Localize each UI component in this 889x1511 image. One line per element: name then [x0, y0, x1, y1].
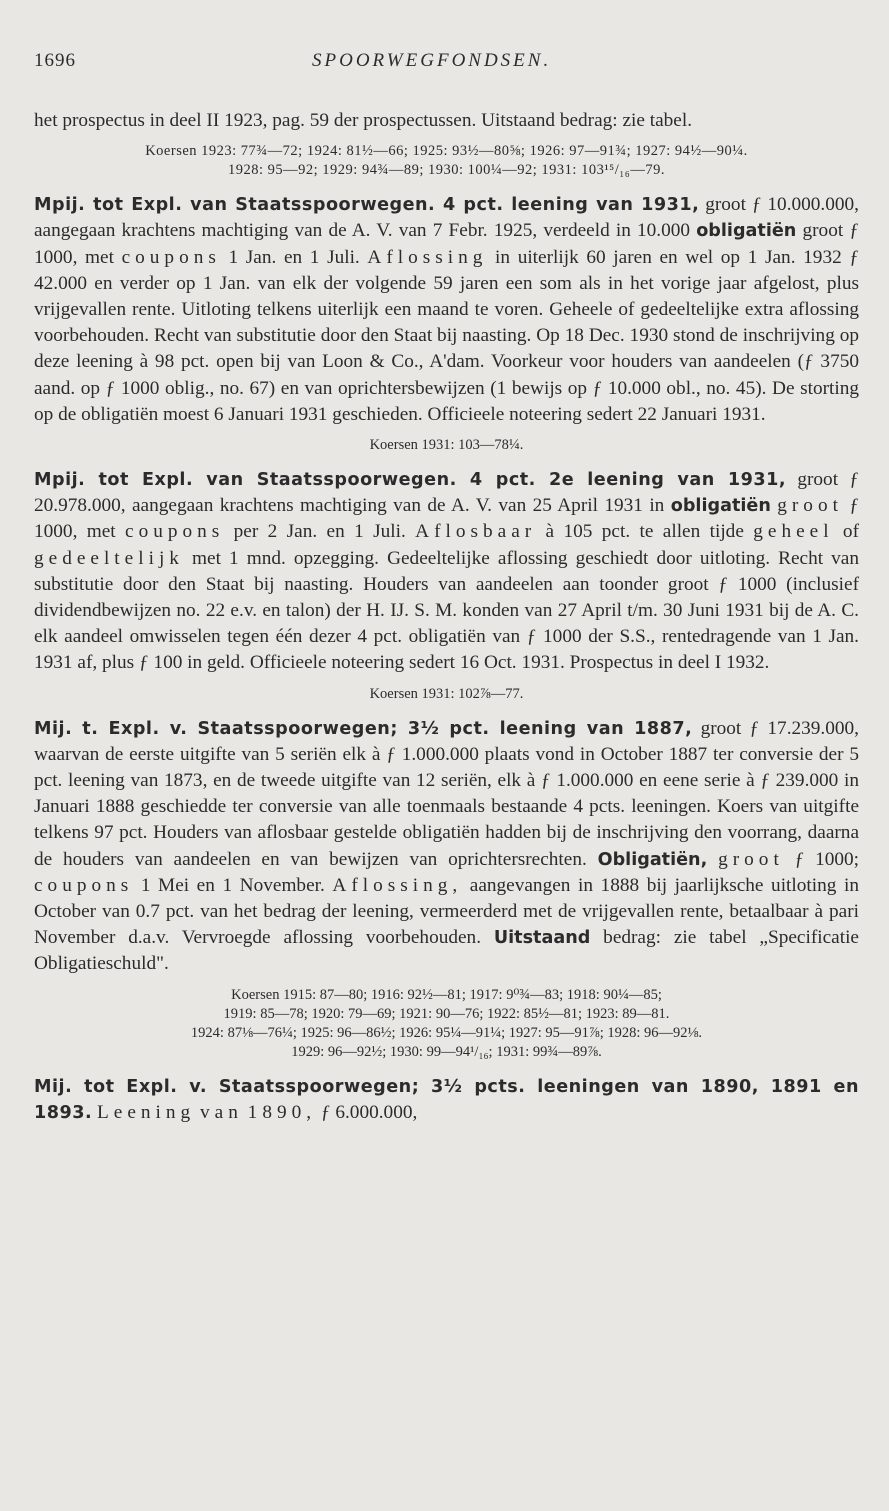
section-text: à 105 pct. te allen tijde	[536, 521, 754, 543]
coupons-term: coupons	[34, 874, 134, 896]
koersen-line: 1928: 95—92; 1929: 94¾—89; 1930: 100¼—92; 1931: 103¹⁵/₁₆—79.	[228, 162, 665, 179]
koersen-line: 1924: 87⅛—76¼; 1925: 96—86½; 1926: 95¼—91¼; 1927: 95—91⅞; 1928: 96—92⅛.	[190, 1024, 703, 1041]
section-text: 1 Jan. en 1 Juli.	[220, 246, 368, 268]
uitstaand-term: Uitstaand	[493, 928, 591, 949]
section-1890-leeningen	[34, 1074, 859, 1126]
aflossing-term: Aflossing,	[332, 874, 463, 896]
section1-koersen: Koersen 1931: 103—78¼.	[369, 437, 524, 454]
geheel-term: geheel	[753, 521, 834, 543]
koersen-line: Koersen 1923: 77¾—72; 1924: 81½—66; 1925: 93½—80⅝; 1926: 97—91¾; 1927: 94½—90¼.	[145, 143, 748, 160]
section-heading: Mij. tot Expl. v. Staatsspoorwegen; 3½ pcts. leeningen van 1890, 1891 en 1893.	[34, 1076, 859, 1123]
groot-term: groot	[718, 848, 784, 870]
section-text: groot ƒ 20.978.000, aangegaan krachtens machtiging van de A. V. van 25 April 1931 in	[34, 469, 859, 517]
section-text: of	[833, 521, 859, 543]
section-text: met 1 mnd. opzegging. Gedeeltelijke aflossing geschiedt door uitloting. Recht van substitutie door den Staat bij naasting. Houders van aandeelen aan toonder groot ƒ 1000 (inclusief dividendbewijzen no. 22 e.v. en talon) der H. IJ. S. M. konden van 27 April t/m. 30 Juni 1931 bij de A. C. elk aandeel omwisselen tegen één dezer 4 pct. obligatiën van ƒ 1000 der S.S., rentedragende van 1 Jan. 1931 af, plus ƒ 100 in geld. Officieele noteering sedert 16 Oct. 1931. Prospectus in deel I 1932.	[34, 547, 859, 674]
obligatien-term: obligatiën	[696, 221, 797, 242]
intro-koersen	[34, 142, 859, 180]
obligatien-term: Obligatiën,	[597, 849, 708, 870]
section-text: 1 Mei en 1 November.	[133, 874, 333, 896]
section-text: in uiterlijk 60 jaren en wel op 1 Jan. 1932 ƒ 42.000 en verder op 1 Jan. van elk der volgende 59 jaren een som als in het vorige jaar afgelost, plus vrijgevallen rente. Uitloting telkens uiterlijk een maand te voren. Geheele of gedeeltelijke extra aflossing voorbehouden. Recht van substitutie door den Staat bij naasting. Op 18 Dec. 1930 stond de inschrijving op deze leening à 98 pct. open bij van Loon & Co., A'dam. Voorkeur voor houders van aandeelen (ƒ 3750 aand. op ƒ 1000 oblig., no. 67) en van oprichtersbewijzen (1 bewijs op ƒ 10.000 obl., no. 45). De storting op de obligatiën moest 6 Januari 1931 geschieden. Officieele noteering sedert 22 Januari 1931.	[34, 246, 860, 425]
page-number: 1696	[34, 50, 76, 71]
koersen-line: 1929: 96—92½; 1930: 99—94¹/₁₆; 1931: 99¾—89⅞.	[291, 1043, 602, 1060]
section-heading: Mpij. tot Expl. van Staatsspoorwegen. 4 pct. leening van 1931,	[34, 195, 700, 216]
aflosbaar-term: Aflosbaar	[415, 521, 537, 543]
section-text: bedrag: zie tabel „Specificatie Obligatieschuld".	[34, 927, 859, 975]
body-text	[34, 108, 859, 1126]
aflossing-term: Aflossing	[367, 246, 488, 268]
koersen-line: 1919: 85—78; 1920: 79—69; 1921: 90—76; 1922: 85½—81; 1923: 89—81.	[223, 1005, 670, 1022]
section-text: ƒ 6.000.000,	[316, 1101, 418, 1123]
section-text: aangevangen in 1888 bij jaarlijksche uitloting in October van 0.7 pct. van het bedrag der leening, vermeerderd met de vrijgevallen rente, betaalbaar à pari November d.a.v. Vervroegde aflossing voorbehouden.	[34, 874, 859, 949]
section-text: ƒ 1000, met	[34, 495, 859, 543]
van-term: van	[200, 1101, 243, 1123]
section2-koersen: Koersen 1931: 102⅞—77.	[369, 685, 524, 702]
section-text: groot ƒ 17.239.000, waarvan de eerste uitgifte van 5 seriën elk à ƒ 1.000.000 plaats vond in October 1887 ter conversie der 5 pct. leening van 1873, en de tweede uitgifte van 12 seriën, elk à ƒ 1.000.000 en eene serie à ƒ 239.000 in Januari 1888 geschiedde ter conversie van alle toenmaals bestaande 4 pcts. leeningen. Koers van uitgifte telkens 97 pct. Houders van aflosbaar gestelde obligatiën hadden bij de inschrijving den voorrang, daarna de houders van aandeelen en van bewijzen van oprichtersrechten.	[34, 717, 859, 870]
running-title: SPOORWEGFONDSEN.	[312, 50, 552, 71]
section3-koersen	[34, 986, 859, 1062]
section-1931-2e-leening	[34, 467, 859, 677]
section-heading: Mij. t. Expl. v. Staatsspoorwegen; 3½ pct. leening van 1887,	[34, 718, 693, 739]
intro-paragraph: het prospectus in deel II 1923, pag. 59 der prospectussen. Uitstaand bedrag: zie tabel.	[34, 110, 693, 131]
section-text: groot ƒ 1000, met	[34, 220, 859, 268]
obligatien-term: obligatiën	[670, 496, 771, 517]
coupons-term: coupons	[121, 246, 221, 268]
section-1887-leening	[34, 716, 859, 978]
section-text: groot ƒ 10.000.000, aangegaan krachtens machtiging van de A. V. van 7 Febr. 1925, verdeeld in 10.000	[34, 194, 859, 242]
section-heading: Mpij. tot Expl. van Staatsspoorwegen. 4 pct. 2e leening van 1931,	[34, 470, 787, 491]
groot-term: groot	[777, 495, 843, 517]
section-text: per 2 Jan. en 1 Juli.	[224, 521, 416, 543]
leening-term: Leening	[96, 1101, 196, 1123]
coupons-term: coupons	[125, 521, 225, 543]
section-1931-leening	[34, 192, 859, 428]
section-text: ƒ 1000;	[783, 848, 860, 870]
koersen-line: Koersen 1915: 87—80; 1916: 92½—81; 1917: 9⁰¾—83; 1918: 90¼—85;	[231, 986, 662, 1003]
page-header	[34, 50, 859, 74]
year-term: 1890,	[247, 1101, 317, 1123]
gedeeltelijk-term: gedeeltelijk	[34, 547, 184, 569]
